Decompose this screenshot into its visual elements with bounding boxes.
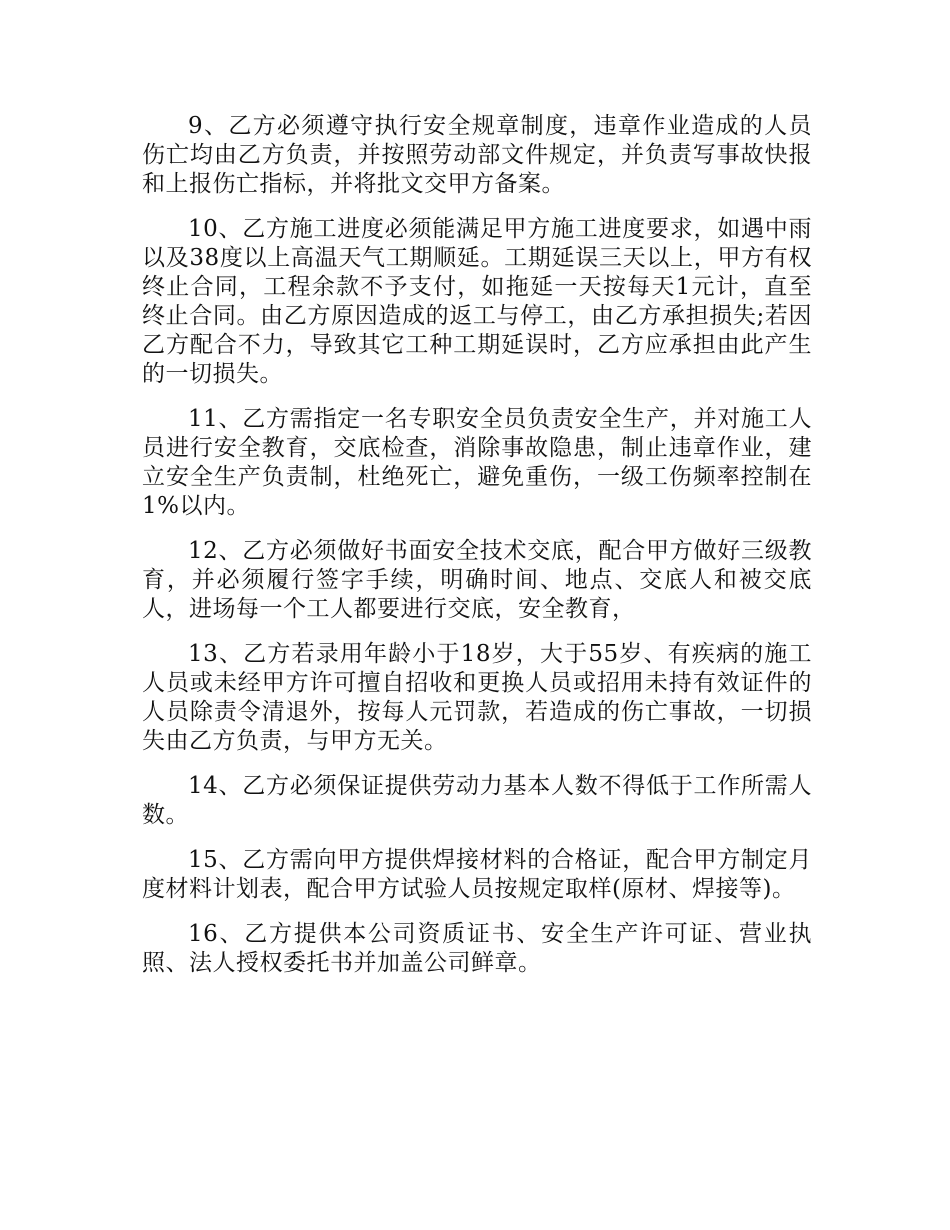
clause-11: 11、乙方需指定一名专职安全员负责安全生产，并对施工人员进行安全教育，交底检查，消除事故隐患，制止违章作业，建立安全生产负责制，杜绝死亡，避免重伤，一级工伤频率控制在1%以内。 — [142, 406, 812, 519]
document-body — [142, 112, 812, 994]
clause-15: 15、乙方需向甲方提供焊接材料的合格证，配合甲方制定月度材料计划表，配合甲方试验人员按规定取样(原材、焊接等)。 — [142, 847, 812, 902]
clause-10: 10、乙方施工进度必须能满足甲方施工进度要求，如遇中雨以及38度以上高温天气工期顺延。工期延误三天以上，甲方有权终止合同，工程余款不予支付，如拖延一天按每天1元计，直至终止合同。由乙方原因造成的返工与停工，由乙方承担损失;若因乙方配合不力，导致其它工种工期延误时，乙方应承担由此产生的一切损失。 — [142, 216, 812, 387]
clause-12: 12、乙方必须做好书面安全技术交底，配合甲方做好三级教育，并必须履行签字手续，明确时间、地点、交底人和被交底人，进场每一个工人都要进行交底，安全教育， — [142, 538, 812, 622]
clause-14: 14、乙方必须保证提供劳动力基本人数不得低于工作所需人数。 — [142, 773, 812, 828]
clause-9: 9、乙方必须遵守执行安全规章制度，违章作业造成的人员伤亡均由乙方负责，并按照劳动部文件规定，并负责写事故快报和上报伤亡指标，并将批文交甲方备案。 — [142, 113, 812, 197]
clause-13: 13、乙方若录用年龄小于18岁，大于55岁、有疾病的施工人员或未经甲方许可擅自招收和更换人员或招用未持有效证件的人员除责令清退外，按每人元罚款，若造成的伤亡事故，一切损失由乙方负责，与甲方无关。 — [142, 641, 812, 754]
clause-16: 16、乙方提供本公司资质证书、安全生产许可证、营业执照、法人授权委托书并加盖公司鲜章。 — [142, 921, 812, 976]
